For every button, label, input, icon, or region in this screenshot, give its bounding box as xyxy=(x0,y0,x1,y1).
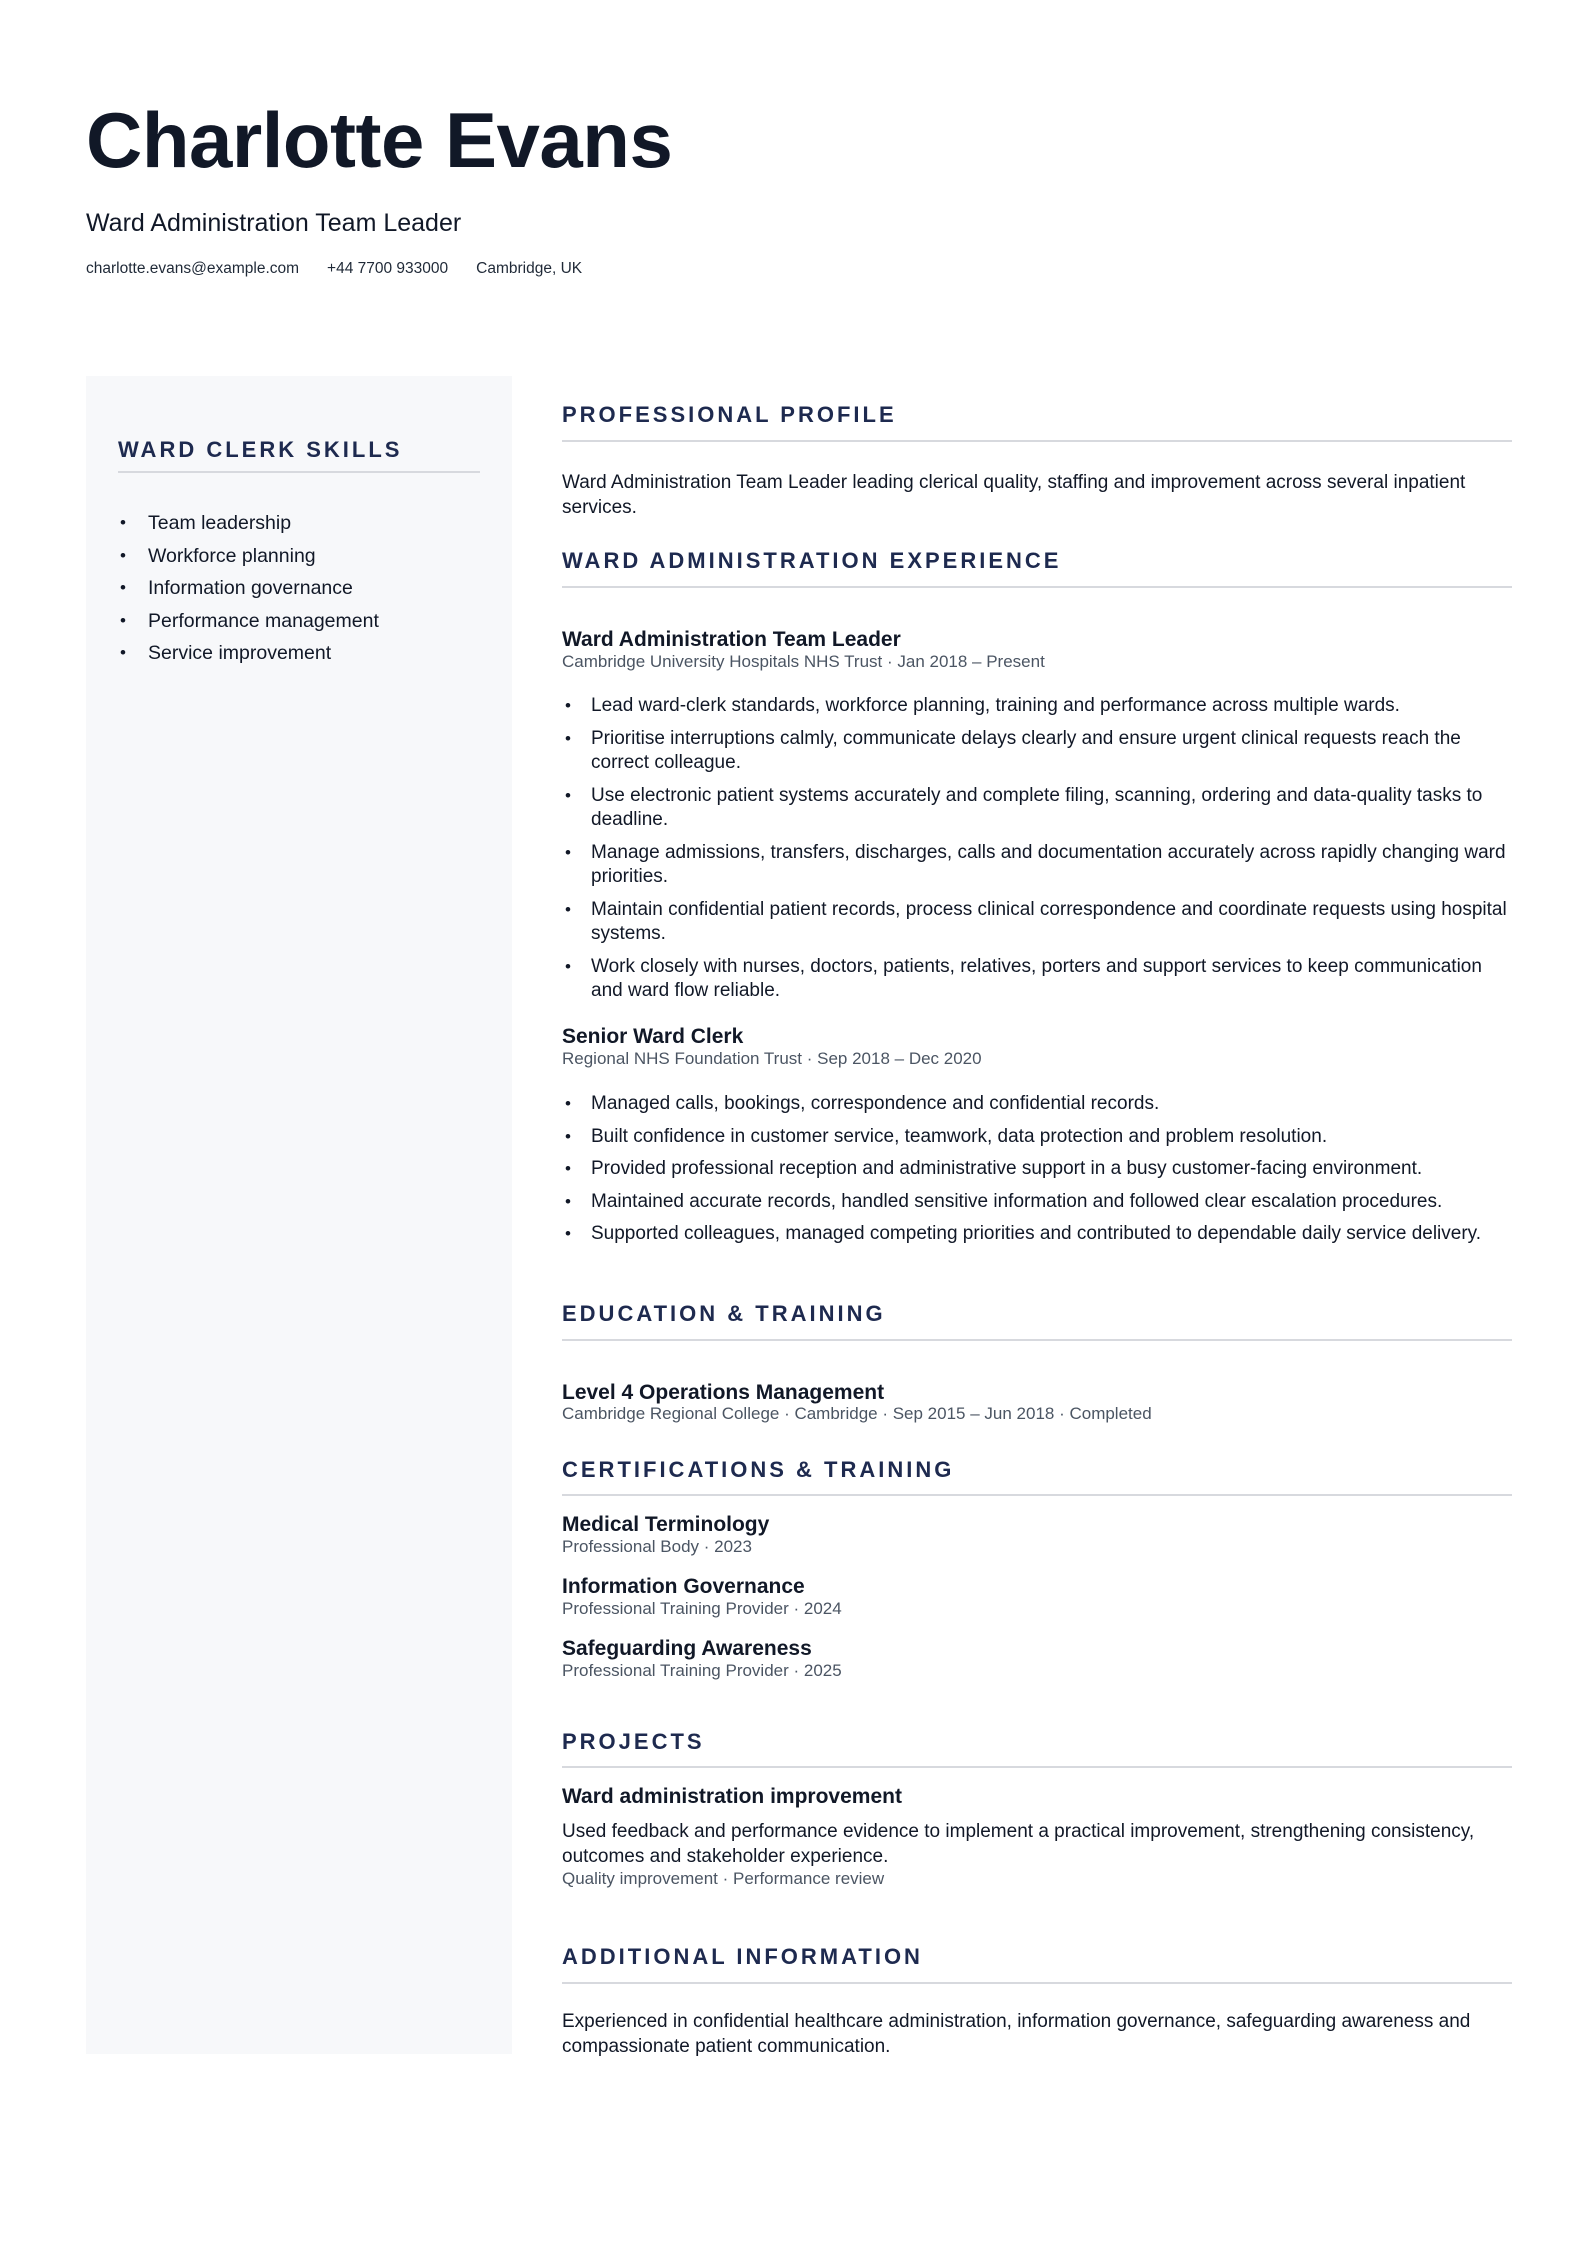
projects-divider xyxy=(562,1766,1512,1768)
education-divider xyxy=(562,1339,1512,1341)
education-name: Level 4 Operations Management xyxy=(562,1381,885,1404)
skill-item: • Workforce planning xyxy=(118,540,480,573)
skills-list xyxy=(118,507,480,670)
candidate-name: Charlotte Evans xyxy=(86,96,673,184)
additional-text: Experienced in confidential healthcare administration, information governance, safeguarding awareness and compassionate patient communication. xyxy=(562,2011,1471,2057)
project-name: Ward administration improvement xyxy=(562,1785,902,1808)
skills-heading: WARD CLERK SKILLS xyxy=(118,437,403,462)
resume-header xyxy=(86,94,1506,278)
skills-divider xyxy=(118,471,480,473)
skills-sidebar xyxy=(86,376,512,2054)
job-bullet: • Maintained accurate records, handled sensitive information and followed clear escalation procedures. xyxy=(562,1190,1512,1215)
certification-meta: Professional Training Provider · 2025 xyxy=(562,1661,842,1680)
contact-phone: +44 7700 933000 xyxy=(327,260,449,277)
project-text: Used feedback and performance evidence to implement a practical improvement, strengthening consistency, outcomes and stakeholder experience. xyxy=(562,1821,1475,1867)
education-heading: EDUCATION & TRAINING xyxy=(562,1301,886,1326)
additional-heading: ADDITIONAL INFORMATION xyxy=(562,1944,923,1969)
certification-meta: Professional Training Provider · 2024 xyxy=(562,1599,842,1618)
job-bullet: • Supported colleagues, managed competing priorities and contributed to dependable daily service delivery. xyxy=(562,1222,1512,1247)
candidate-title: Ward Administration Team Leader xyxy=(86,209,462,237)
job-meta: Cambridge University Hospitals NHS Trust · Jan 2018 – Present xyxy=(562,652,1045,671)
profile-heading: PROFESSIONAL PROFILE xyxy=(562,402,897,427)
job-bullet: • Provided professional reception and administrative support in a busy customer-facing environment. xyxy=(562,1157,1512,1182)
job-bullets xyxy=(562,1092,1512,1255)
job-title: Ward Administration Team Leader xyxy=(562,628,901,651)
job-bullet: • Manage admissions, transfers, discharges, calls and documentation accurately across rapidly changing ward priorities. xyxy=(562,841,1512,890)
certification-name: Information Governance xyxy=(562,1575,805,1598)
certifications-heading: CERTIFICATIONS & TRAINING xyxy=(562,1457,955,1482)
skill-item: • Team leadership xyxy=(118,507,480,540)
contact-location: Cambridge, UK xyxy=(476,260,583,277)
job-bullet: • Maintain confidential patient records, process clinical correspondence and coordinate requests using hospital systems. xyxy=(562,898,1512,947)
certifications-divider xyxy=(562,1494,1512,1496)
contact-email: charlotte.evans@example.com xyxy=(86,260,300,277)
job-bullet: • Use electronic patient systems accurately and complete filing, scanning, ordering and data-quality tasks to deadline. xyxy=(562,784,1512,833)
additional-divider xyxy=(562,1982,1512,1984)
job-title: Senior Ward Clerk xyxy=(562,1025,744,1048)
job-bullet: • Managed calls, bookings, correspondence and confidential records. xyxy=(562,1092,1512,1117)
skill-item: • Information governance xyxy=(118,572,480,605)
job-bullet: • Built confidence in customer service, teamwork, data protection and problem resolution. xyxy=(562,1125,1512,1150)
projects-heading: PROJECTS xyxy=(562,1729,705,1754)
profile-divider xyxy=(562,440,1512,442)
job-meta: Regional NHS Foundation Trust · Sep 2018 – Dec 2020 xyxy=(562,1049,982,1068)
experience-heading: WARD ADMINISTRATION EXPERIENCE xyxy=(562,548,1062,573)
profile-text: Ward Administration Team Leader leading clerical quality, staffing and improvement across several inpatient services. xyxy=(562,472,1466,518)
job-bullet: • Prioritise interruptions calmly, communicate delays clearly and ensure urgent clinical requests reach the correct colleague. xyxy=(562,727,1512,776)
skill-item: • Service improvement xyxy=(118,637,480,670)
job-bullet: • Work closely with nurses, doctors, patients, relatives, porters and support services to keep communication and ward flow reliable. xyxy=(562,955,1512,1004)
experience-divider xyxy=(562,586,1512,588)
education-meta: Cambridge Regional College · Cambridge · Sep 2015 – Jun 2018 · Completed xyxy=(562,1404,1152,1423)
certification-meta: Professional Body · 2023 xyxy=(562,1537,752,1556)
skill-item: • Performance management xyxy=(118,605,480,638)
job-bullet: • Lead ward-clerk standards, workforce planning, training and performance across multiple wards. xyxy=(562,694,1512,719)
job-bullets xyxy=(562,694,1512,1012)
contact-row xyxy=(86,260,1506,278)
certification-name: Medical Terminology xyxy=(562,1513,770,1536)
project-meta: Quality improvement · Performance review xyxy=(562,1869,885,1888)
certification-name: Safeguarding Awareness xyxy=(562,1637,812,1660)
